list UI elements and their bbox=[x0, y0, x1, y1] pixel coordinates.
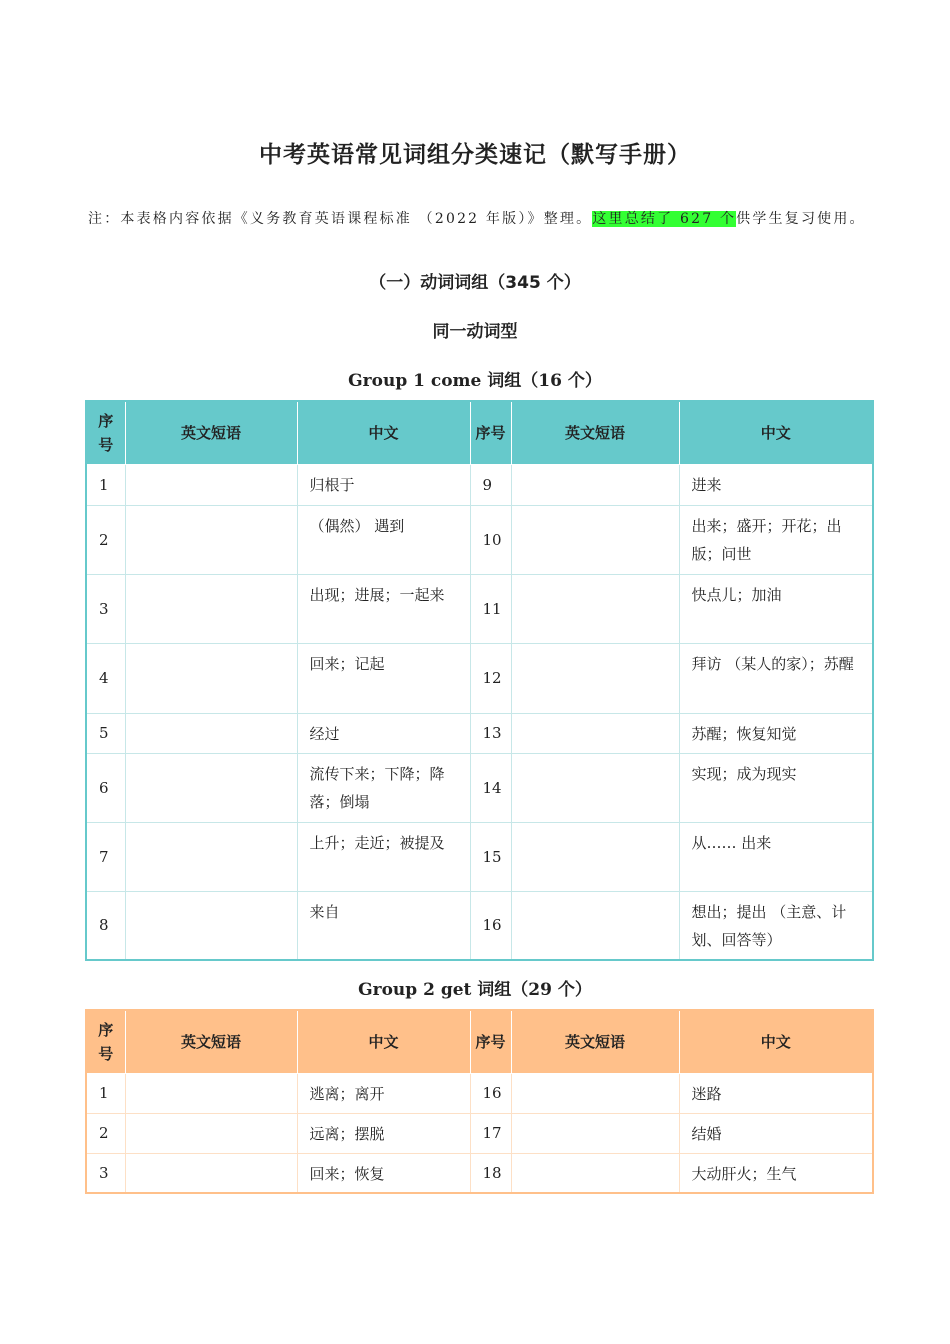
row-number: 2 bbox=[86, 1113, 125, 1153]
row-number: 10 bbox=[470, 505, 511, 574]
header-cell: 序号 bbox=[86, 401, 125, 464]
row-number: 17 bbox=[470, 1113, 511, 1153]
row-number: 16 bbox=[470, 1073, 511, 1113]
english-phrase-cell bbox=[125, 713, 297, 753]
header-cell: 英文短语 bbox=[511, 401, 679, 464]
header-cell: 序号 bbox=[86, 1010, 125, 1073]
english-phrase-cell bbox=[125, 891, 297, 960]
english-phrase-cell bbox=[511, 713, 679, 753]
row-number: 9 bbox=[470, 464, 511, 505]
chinese-meaning-cell: 进来 bbox=[679, 464, 873, 505]
note-paragraph bbox=[88, 206, 868, 232]
english-phrase-cell bbox=[511, 753, 679, 822]
row-number: 6 bbox=[86, 753, 125, 822]
page-title: 中考英语常见词组分类速记（默写手册） bbox=[259, 142, 691, 168]
row-number: 3 bbox=[86, 1153, 125, 1193]
row-number: 13 bbox=[470, 713, 511, 753]
chinese-meaning-cell: 从…… 出来 bbox=[679, 822, 873, 891]
chinese-meaning-cell: （偶然） 遇到 bbox=[297, 505, 470, 574]
table-row bbox=[86, 1073, 873, 1113]
row-number: 14 bbox=[470, 753, 511, 822]
header-cell: 中文 bbox=[679, 1010, 873, 1073]
chinese-meaning-cell: 拜访 （某人的家）；苏醒 bbox=[679, 643, 873, 713]
chinese-meaning-cell: 归根于 bbox=[297, 464, 470, 505]
group1-title: Group 1 come 词组（16 个） bbox=[348, 371, 602, 391]
english-phrase-cell bbox=[511, 464, 679, 505]
chinese-meaning-cell: 上升；走近；被提及 bbox=[297, 822, 470, 891]
header-cell: 英文短语 bbox=[125, 401, 297, 464]
chinese-meaning-cell: 快点儿；加油 bbox=[679, 574, 873, 643]
row-number: 8 bbox=[86, 891, 125, 960]
table-row bbox=[86, 753, 873, 822]
row-number: 3 bbox=[86, 574, 125, 643]
english-phrase-cell bbox=[125, 1153, 297, 1193]
chinese-meaning-cell: 远离；摆脱 bbox=[297, 1113, 470, 1153]
english-phrase-cell bbox=[511, 891, 679, 960]
row-number: 11 bbox=[470, 574, 511, 643]
english-phrase-cell bbox=[125, 753, 297, 822]
english-phrase-cell bbox=[125, 505, 297, 574]
note-highlight: 这里总结了 627 个 bbox=[592, 211, 737, 227]
chinese-meaning-cell: 回来；记起 bbox=[297, 643, 470, 713]
english-phrase-cell bbox=[511, 1153, 679, 1193]
note-text-end: 供学生复习使用。 bbox=[736, 211, 866, 227]
note-text: 注：本表格内容依据《义务教育英语课程标准 （2022 年版）》整理。 bbox=[88, 211, 593, 227]
table-row bbox=[86, 1153, 873, 1193]
english-phrase-cell bbox=[125, 464, 297, 505]
english-phrase-cell bbox=[125, 1073, 297, 1113]
row-number: 16 bbox=[470, 891, 511, 960]
row-number: 2 bbox=[86, 505, 125, 574]
chinese-meaning-cell: 回来；恢复 bbox=[297, 1153, 470, 1193]
group2-table bbox=[85, 1009, 874, 1194]
english-phrase-cell bbox=[125, 1113, 297, 1153]
subsection-heading: 同一动词型 bbox=[432, 322, 518, 342]
english-phrase-cell bbox=[511, 1073, 679, 1113]
header-cell: 序号 bbox=[470, 401, 511, 464]
chinese-meaning-cell: 出现；进展；一起来 bbox=[297, 574, 470, 643]
row-number: 5 bbox=[86, 713, 125, 753]
table-row bbox=[86, 643, 873, 713]
table-row bbox=[86, 574, 873, 643]
row-number: 4 bbox=[86, 643, 125, 713]
table-row bbox=[86, 1113, 873, 1153]
table-header-row bbox=[86, 1010, 873, 1073]
chinese-meaning-cell: 来自 bbox=[297, 891, 470, 960]
table-header-row bbox=[86, 401, 873, 464]
english-phrase-cell bbox=[511, 643, 679, 713]
chinese-meaning-cell: 想出；提出 （主意、计划、回答等） bbox=[679, 891, 873, 960]
english-phrase-cell bbox=[125, 822, 297, 891]
english-phrase-cell bbox=[125, 574, 297, 643]
section-heading: （一）动词词组（345 个） bbox=[369, 273, 581, 293]
row-number: 1 bbox=[86, 1073, 125, 1113]
row-number: 12 bbox=[470, 643, 511, 713]
chinese-meaning-cell: 苏醒；恢复知觉 bbox=[679, 713, 873, 753]
english-phrase-cell bbox=[511, 574, 679, 643]
header-cell: 中文 bbox=[297, 401, 470, 464]
header-cell: 中文 bbox=[679, 401, 873, 464]
chinese-meaning-cell: 经过 bbox=[297, 713, 470, 753]
group2-title: Group 2 get 词组（29 个） bbox=[358, 980, 592, 1000]
english-phrase-cell bbox=[511, 822, 679, 891]
chinese-meaning-cell: 实现；成为现实 bbox=[679, 753, 873, 822]
english-phrase-cell bbox=[125, 643, 297, 713]
english-phrase-cell bbox=[511, 505, 679, 574]
chinese-meaning-cell: 逃离；离开 bbox=[297, 1073, 470, 1113]
chinese-meaning-cell: 出来；盛开；开花；出版；问世 bbox=[679, 505, 873, 574]
header-cell: 英文短语 bbox=[125, 1010, 297, 1073]
header-cell: 中文 bbox=[297, 1010, 470, 1073]
header-cell: 英文短语 bbox=[511, 1010, 679, 1073]
table-row bbox=[86, 713, 873, 753]
group1-table bbox=[85, 400, 874, 961]
table-row bbox=[86, 891, 873, 960]
chinese-meaning-cell: 迷路 bbox=[679, 1073, 873, 1113]
row-number: 1 bbox=[86, 464, 125, 505]
row-number: 7 bbox=[86, 822, 125, 891]
row-number: 18 bbox=[470, 1153, 511, 1193]
english-phrase-cell bbox=[511, 1113, 679, 1153]
table-row bbox=[86, 464, 873, 505]
table-row bbox=[86, 822, 873, 891]
header-cell: 序号 bbox=[470, 1010, 511, 1073]
chinese-meaning-cell: 大动肝火；生气 bbox=[679, 1153, 873, 1193]
chinese-meaning-cell: 流传下来；下降；降落；倒塌 bbox=[297, 753, 470, 822]
chinese-meaning-cell: 结婚 bbox=[679, 1113, 873, 1153]
row-number: 15 bbox=[470, 822, 511, 891]
table-row bbox=[86, 505, 873, 574]
